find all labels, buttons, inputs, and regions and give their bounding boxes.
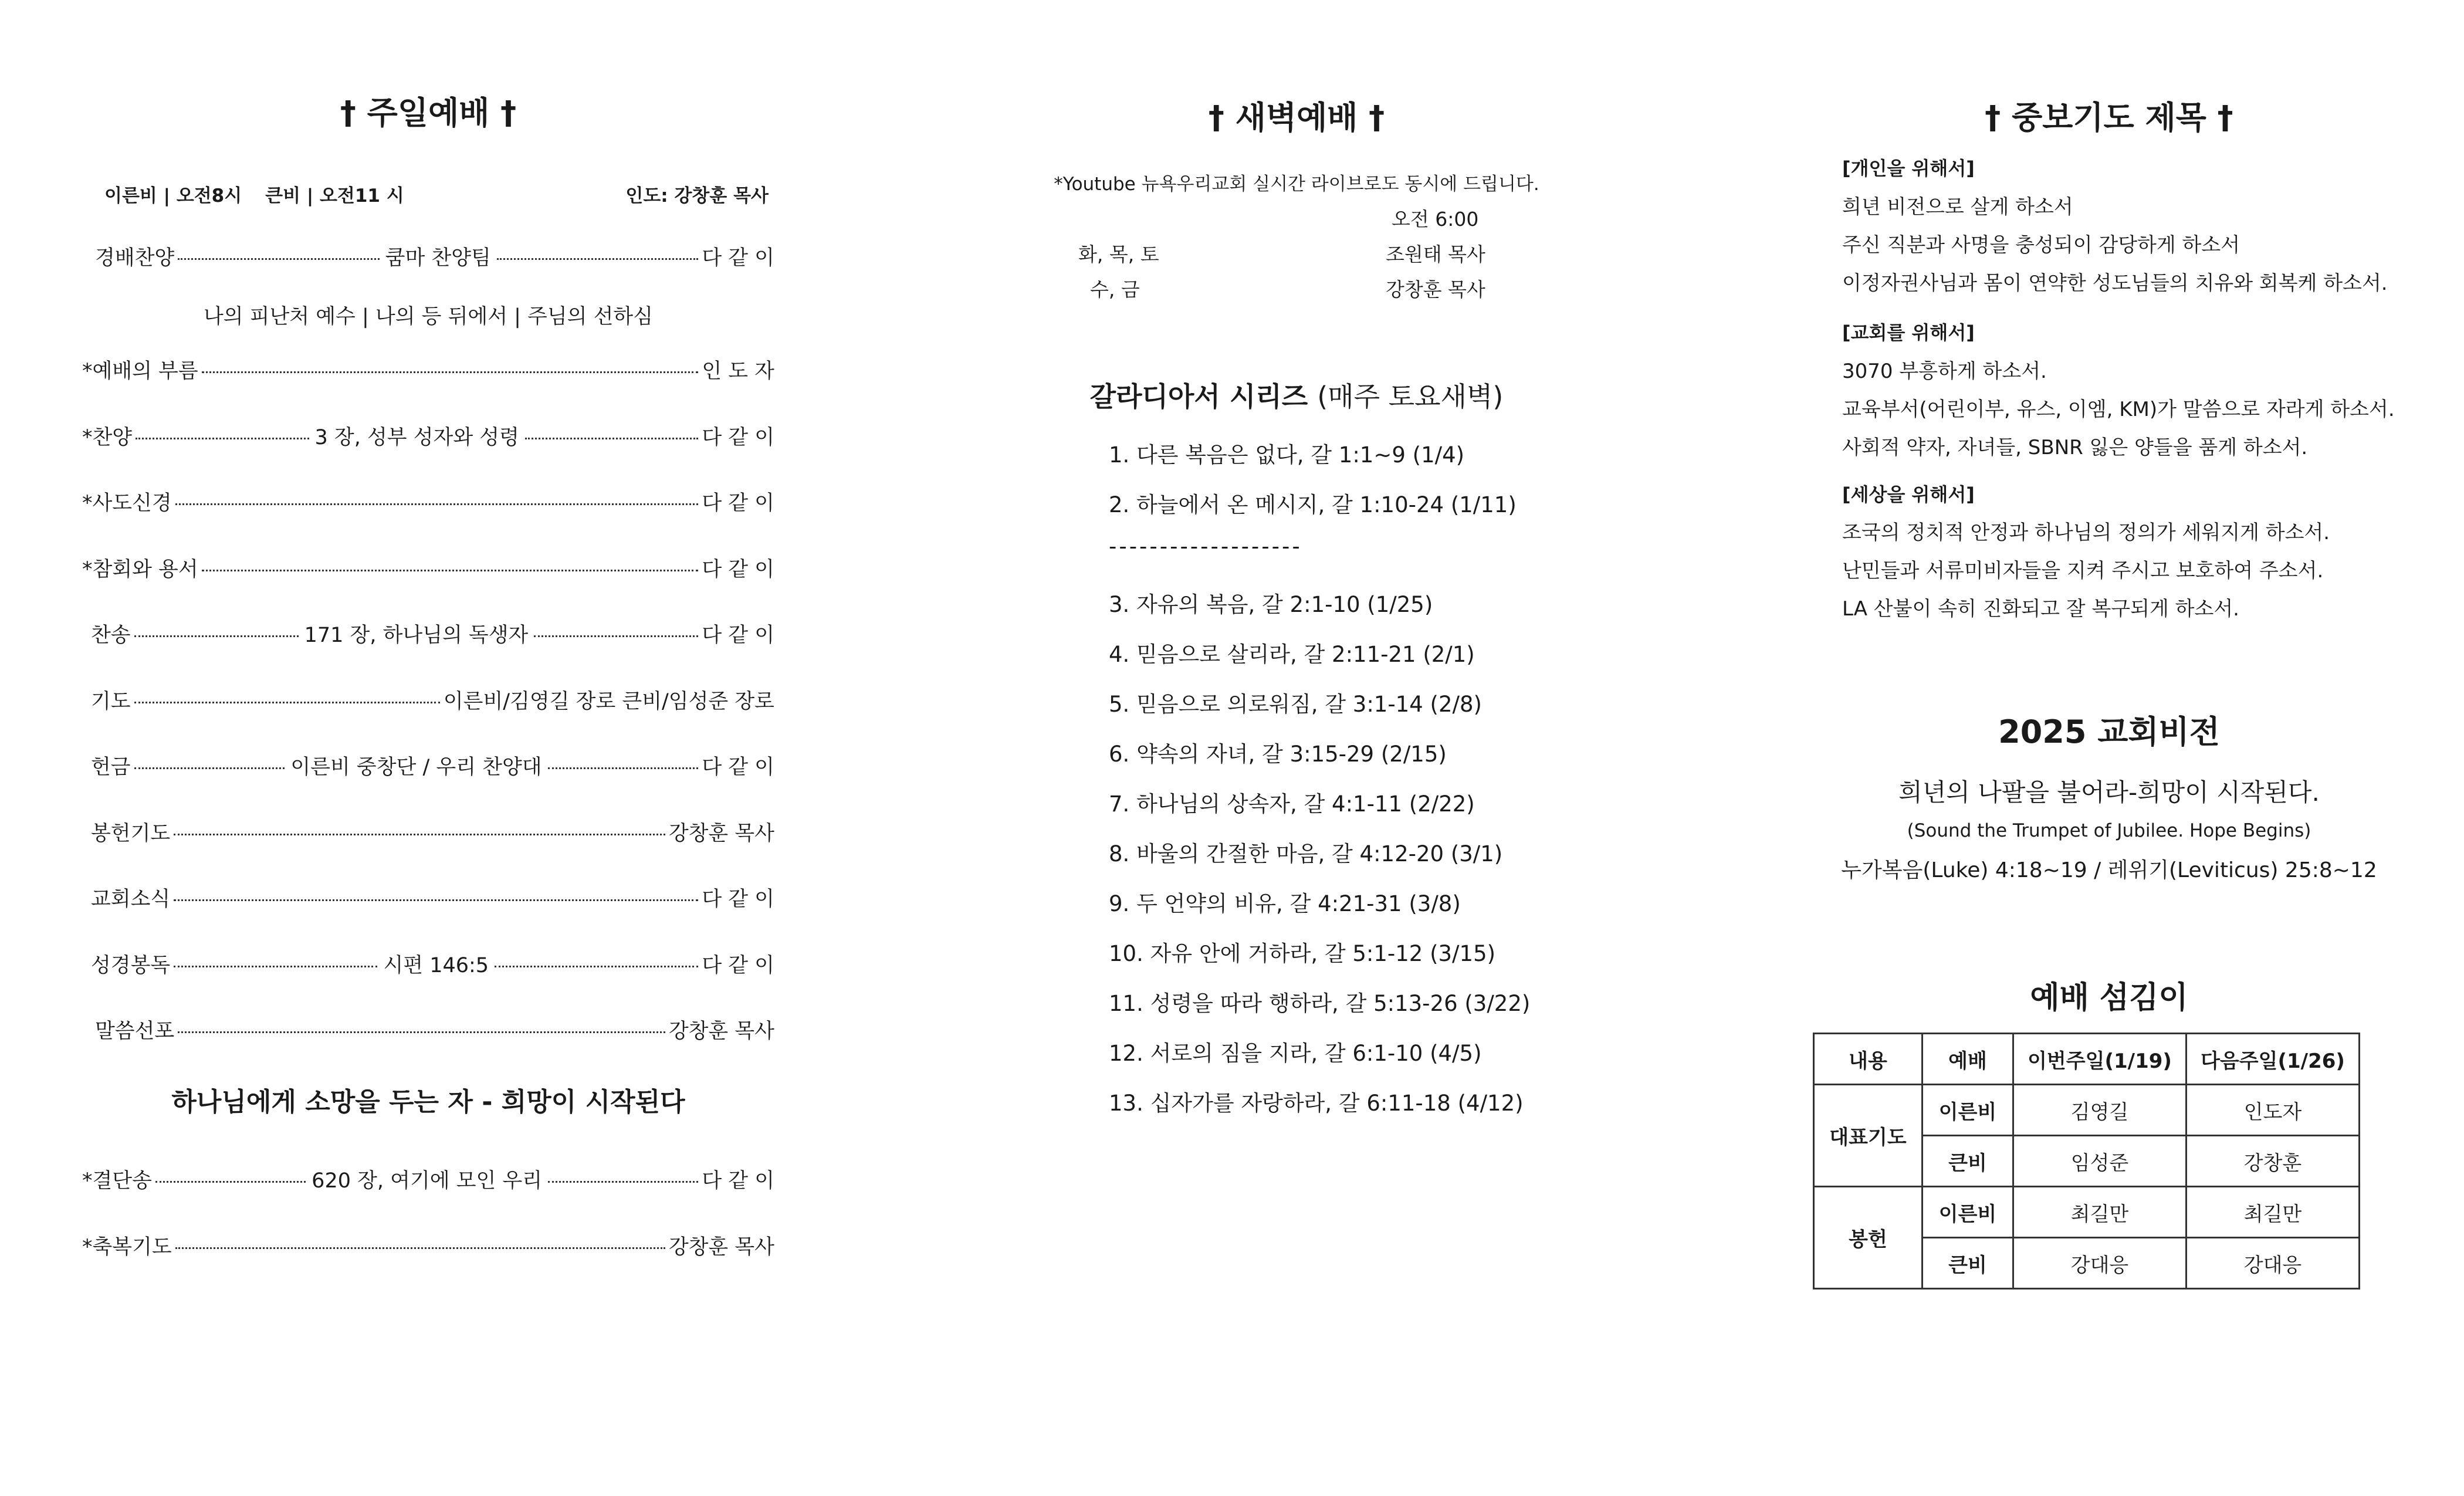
prayer-item: 사회적 약자, 자녀들, SBNR 잃은 양들을 품게 하소서. [1842, 436, 2308, 459]
youtube-note: *Youtube 뉴욕우리교회 실시간 라이브로도 동시에 드립니다. [1054, 174, 1539, 195]
row-label: 봉헌 [1814, 1187, 1923, 1289]
series-item: 5. 믿음으로 의로워짐, 갈 3:1-14 (2/8) [1109, 692, 1482, 717]
dawn-days-1: 화, 목, 토 [1078, 243, 1159, 266]
order-item: 헌금 이른비 중창단 / 우리 찬양대 다 같 이 [91, 756, 774, 779]
series-item: 13. 십자가를 자랑하라, 갈 6:11-18 (4/12) [1109, 1091, 1524, 1116]
header-cell: 이번주일(1/19) [2013, 1034, 2187, 1085]
personal-prayer-heading: [개인을 위해서] [1842, 157, 1975, 180]
order-item: *예배의 부름 인 도 자 [82, 360, 774, 383]
table-row [1814, 1085, 2360, 1136]
servers-table [1813, 1033, 2360, 1289]
series-item: 11. 성령을 따라 행하라, 갈 5:13-26 (3/22) [1109, 991, 1531, 1016]
table-row [1814, 1187, 2360, 1238]
header-cell: 내용 [1814, 1034, 1923, 1085]
servers-title: 예배 섬김이 [2030, 980, 2188, 1016]
name-cell: 강창훈 [2187, 1136, 2360, 1187]
praise-songs: 나의 피난처 예수 | 나의 등 뒤에서 | 주님의 선하심 [203, 305, 654, 329]
service-cell: 이른비 [1923, 1085, 2013, 1136]
order-item: 교회소식 다 같 이 [91, 888, 774, 911]
order-item: *사도신경 다 같 이 [82, 492, 774, 515]
sunday-service-title: † 주일예배 † [340, 94, 517, 131]
name-cell: 인도자 [2187, 1085, 2360, 1136]
series-item: 1. 다른 복음은 없다, 갈 1:1~9 (1/4) [1109, 442, 1465, 468]
prayer-item: 조국의 정치적 안정과 하나님의 정의가 세워지게 하소서. [1842, 521, 2330, 544]
sermon-title: 하나님에게 소망을 두는 자 - 희망이 시작된다 [171, 1087, 685, 1117]
name-cell: 최길만 [2013, 1187, 2187, 1238]
series-item: 12. 서로의 짐을 지라, 갈 6:1-10 (4/5) [1109, 1041, 1482, 1066]
prayer-item: 희년 비전으로 살게 하소서 [1842, 195, 2073, 219]
series-item: 7. 하나님의 상속자, 갈 4:1-11 (2/22) [1109, 791, 1475, 817]
name-cell: 강대응 [2013, 1238, 2187, 1289]
series-item: 4. 믿음으로 살리라, 갈 2:11-21 (2/1) [1109, 642, 1475, 667]
service-cell: 큰비 [1923, 1136, 2013, 1187]
service-cell: 큰비 [1923, 1238, 2013, 1289]
header-cell: 다음주일(1/26) [2187, 1034, 2360, 1085]
row-label: 대표기도 [1814, 1085, 1923, 1187]
prayer-item: 교육부서(어린이부, 유스, 이엠, KM)가 말씀으로 자라게 하소서. [1842, 398, 2395, 421]
prayer-column [1813, 0, 2405, 1349]
prayer-item: LA 산불이 속히 진화되고 잘 복구되게 하소서. [1842, 597, 2239, 621]
name-cell: 김영길 [2013, 1085, 2187, 1136]
prayer-item: 3070 부흥하게 하소서. [1842, 360, 2047, 383]
order-item: 기도 이른비/김영길 장로 큰비/임성준 장로 [91, 690, 774, 713]
series-item: 8. 바울의 간절한 마음, 갈 4:12-20 (3/1) [1109, 841, 1503, 867]
prayer-item: 주신 직분과 사명을 충성되이 감당하게 하소서 [1842, 233, 2240, 257]
order-item: 경배찬양 쿰마 찬양팀 다 같 이 [95, 246, 774, 270]
prayer-item: 이정자권사님과 몸이 연약한 성도님들의 치유와 회복케 하소서. [1842, 272, 2388, 295]
main-service-time: 큰비 | 오전11 시 [265, 185, 404, 207]
order-item: 찬송 171 장, 하나님의 독생자 다 같 이 [91, 624, 775, 647]
vision-korean: 희년의 나팔을 불어라-희망이 시작된다. [1898, 778, 2320, 807]
header-cell: 예배 [1923, 1034, 2013, 1085]
order-item: *축복기도 강창훈 목사 [82, 1236, 774, 1259]
galatians-series-title: 갈라디아서 시리즈 (매주 토요새벽) [1089, 381, 1504, 412]
service-leader: 인도: 강창훈 목사 [625, 185, 769, 207]
church-prayer-heading: [교회를 위해서] [1842, 321, 1975, 344]
order-item: 성경봉독 시편 146:5 다 같 이 [91, 954, 774, 977]
series-divider: ------------------- [1109, 534, 1302, 559]
dawn-service-title: † 새벽예배 † [1208, 99, 1385, 136]
vision-english: (Sound the Trumpet of Jubilee. Hope Begins) [1907, 820, 2311, 841]
dawn-time: 오전 6:00 [1392, 208, 1479, 231]
series-item: 6. 약속의 자녀, 갈 3:15-29 (2/15) [1109, 742, 1447, 767]
order-item: *참회와 용서 다 같 이 [82, 558, 774, 581]
early-service-time: 이른비 | 오전8시 [104, 185, 242, 207]
order-item: *찬양 3 장, 성부 성자와 성령 다 같 이 [82, 426, 775, 449]
order-item: 봉헌기도 강창훈 목사 [91, 822, 774, 845]
series-item: 3. 자유의 복음, 갈 2:1-10 (1/25) [1109, 592, 1433, 617]
order-item: 말씀선포 강창훈 목사 [95, 1020, 774, 1043]
dawn-pastor-1: 조원태 목사 [1386, 243, 1485, 266]
series-item: 9. 두 언약의 비유, 갈 4:21-31 (3/8) [1109, 891, 1461, 916]
order-item: *결단송 620 장, 여기에 모인 우리 다 같 이 [82, 1169, 775, 1193]
name-cell: 최길만 [2187, 1187, 2360, 1238]
name-cell: 임성준 [2013, 1136, 2187, 1187]
table-header-row [1814, 1034, 2360, 1085]
prayer-item: 난민들과 서류미비자들을 지켜 주시고 보호하여 주소서. [1842, 559, 2324, 583]
service-times [104, 181, 769, 207]
vision-title: 2025 교회비전 [1998, 713, 2220, 750]
sunday-service-column [82, 0, 774, 1349]
series-item: 2. 하늘에서 온 메시지, 갈 1:10-24 (1/11) [1109, 492, 1517, 517]
dawn-pastor-2: 강창훈 목사 [1386, 278, 1485, 301]
dawn-service-column [1021, 0, 1572, 1173]
vision-verses: 누가복음(Luke) 4:18~19 / 레위기(Leviticus) 25:8~12 [1841, 858, 2377, 882]
dawn-days-2: 수, 금 [1090, 278, 1140, 301]
prayer-title: † 중보기도 제목 † [1985, 99, 2233, 136]
service-cell: 이른비 [1923, 1187, 2013, 1238]
name-cell: 강대응 [2187, 1238, 2360, 1289]
world-prayer-heading: [세상을 위해서] [1842, 483, 1975, 506]
series-item: 10. 자유 안에 거하라, 갈 5:1-12 (3/15) [1109, 941, 1496, 966]
